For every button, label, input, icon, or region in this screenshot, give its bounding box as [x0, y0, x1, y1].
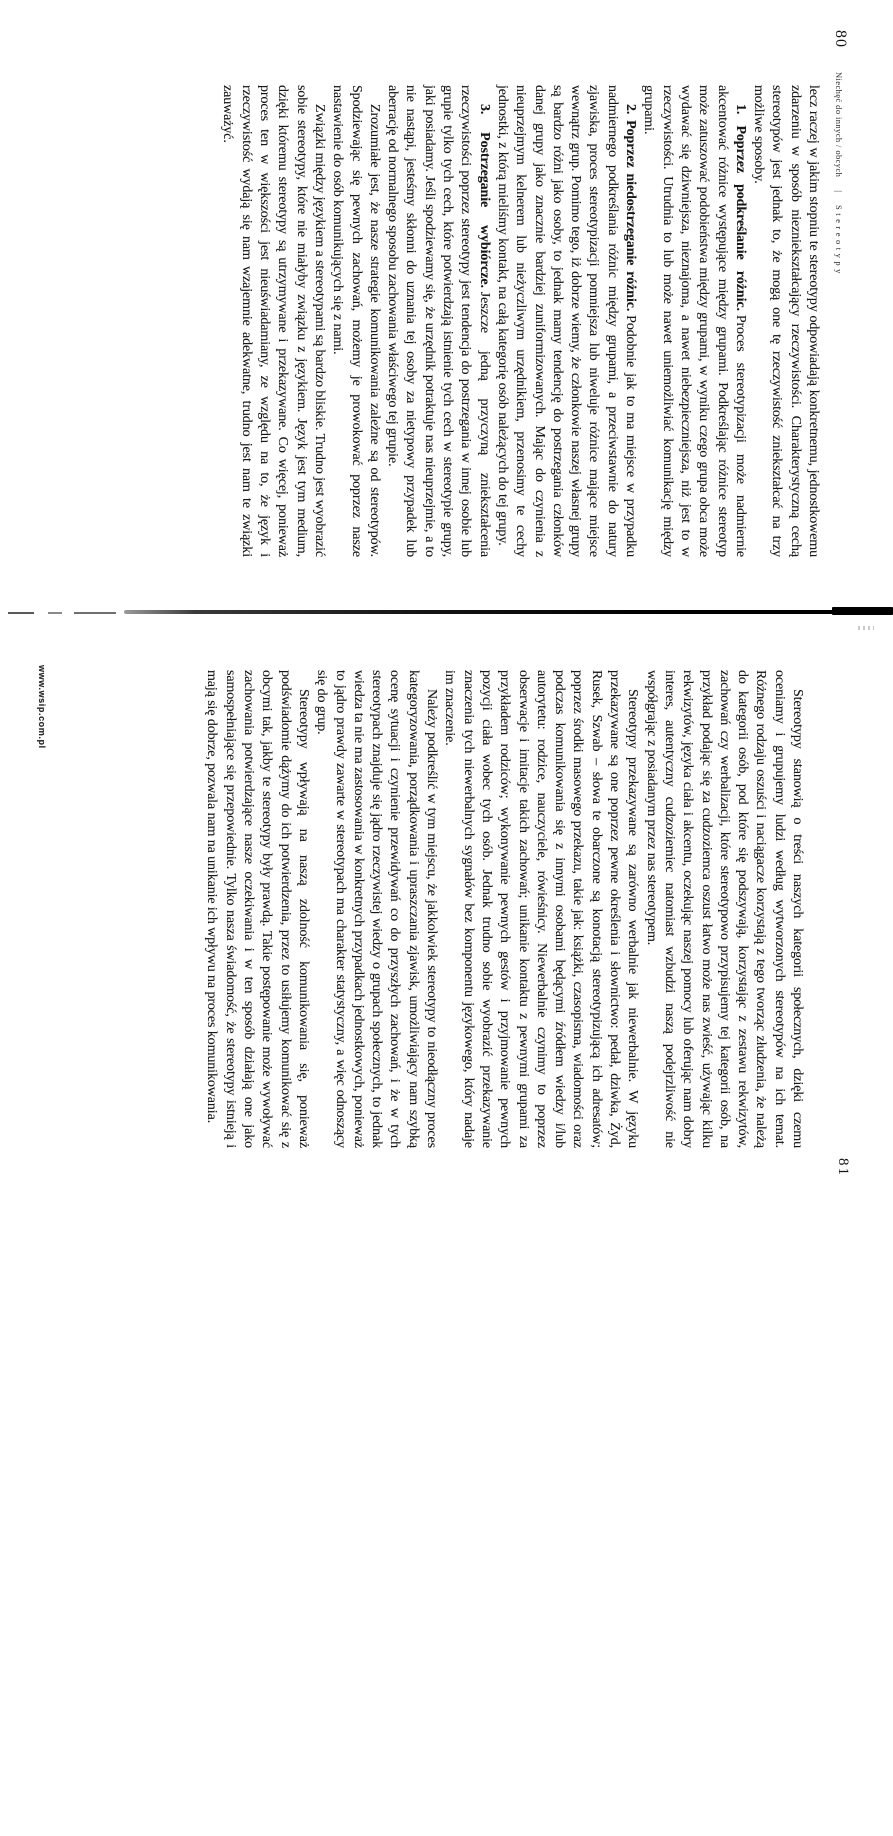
page-80-text-block	[50, 85, 822, 557]
paragraph-text: lecz raczej w jakim stopniu te stereotypy odpowiadają konkretnemu, jednostkowemu zdarzeniu w sposób niezniekształcający rzeczywistości. Charakterystyczną cechą stereotypów jest jednak to, że mogą one tę rzeczywistość zniekształcać na trzy możliwe sposoby.	[751, 85, 821, 557]
page-number-81: 81	[835, 1158, 851, 1177]
paragraph-lead: 3. Postrzeganie wybiórcze.	[476, 104, 492, 288]
paragraph	[383, 85, 493, 557]
paragraph	[639, 85, 749, 557]
paragraph	[328, 85, 383, 557]
running-header-chapter: Stereotypy	[834, 205, 844, 277]
running-header-separator: |	[834, 190, 844, 192]
paragraph	[440, 670, 641, 1148]
paragraph-lead: 1. Poprzez podkreślanie różnic.	[732, 104, 748, 311]
paragraph-text: Należy podkreślić w tym miejscu, że jakkolwiek stereotypy to nieodłączny proces kategoryzowania, porządkowania i upraszczania zjawisk, umożliwiający nam szybką ocenę sytuacji i czynienie przewidywań co do przyszłych zachowań, i że w tych stereotypach znajduje się jądro rzeczywistej wiedzy o grupach społecznych, to jednak wiedza ta nie ma zastosowania w konkretnych przypadkach jednostkowych, ponieważ to jądro prawdy zawarte w stereotypach ma charakter statystyczny, a więc odnoszący się do grup.	[314, 670, 440, 1148]
running-header-section: Niechęć do innych / obcych	[834, 72, 844, 178]
scan-smudge	[858, 626, 874, 630]
paragraph-text: Stereotypy przekazywane są zarówno werbalnie jak niewerbalnie. W języku przekazywane są one poprzez pewne określenia i słownictwo: pedał, dziwka, Żyd, Rusek, Szwab – słowa te obarczone są konotacją stereotypizującą ich adresatów; poprzez środki masowego przekazu, takie jak: książki, czasopisma, wiadomości oraz podczas komunikowania się z innymi osobami będącymi źródłem wiedzy i/lub autorytetu: rodzice, nauczyciele, rówieśnicy. Niewerbalnie czynimy to poprzez obserwacje i imitacje takich zachowań; unikanie kontaktu z pewnymi grupami za przykładem rodziców; wykonywanie pewnych gestów i przyjmowanie pewnych pozycji ciała wobec tych osób. Jednak trudno sobie wyobrazić przekazywanie znaczenia tych niewerbalnych sygnałów bez komponentu językowego, który nadaje im znaczenie.	[442, 670, 641, 1148]
page-81-text-block	[70, 670, 806, 1148]
paragraph-text: Zrozumiałe jest, że nasze strategie komunikowania zależne są od stereotypów. Spodziewając się pewnych zachowań, możemy je prowokować poprzez nasze nastawienie do osób komunikujących się z nami.	[330, 85, 382, 557]
page-divider-dash	[74, 612, 116, 614]
paragraph-text: Stereotypy stanowią o treści naszych kategorii społecznych, dzięki czemu oceniamy i grupujemy ludzi według wytworzonych stereotypów na ich temat. Różnego rodzaju oszuści i naciągacze korzystają z tego tworząc złudzenia, że należą do kategorii osób, pod które się podszywają, korzystając z zestawu rekwizytów, zachowań czy werbalizacji, które stereotypowo przypisujemy tej kategorii osób, na przykład podając się za cudzoziemca oszust łatwo może nas zwieść, używając kilku rekwizytów, języka ciała i akcentu, oczekując naszej pomocy lub oferując nam dobry interes, autentyczny cudzoziemiec natomiast wzbudzi naszą podejrzliwość nie współgrając z posiadanym przez nas stereotypem.	[643, 670, 805, 1148]
paragraph	[641, 670, 806, 1148]
publisher-watermark: www.wsip.com.pl	[37, 665, 47, 749]
page-80-running-header	[825, 30, 849, 330]
paragraph-text: Podobnie jak to ma miejsce w przypadku nadmiernego podkreślania różnic między grupami, a przeciwstawnie do natury zjawiska, proces stereotypizacji pomniejsza lub niweluje różnice mające miejsce wewnątrz grup. Pomimo tego, iż dobrze wiemy, że członkowie naszej własnej grupy są bardzo różni jako osoby, to jednak mamy tendencję do postrzegania członków danej grupy jako znacznie bardziej zuniformizowanych. Mając do czynienia z nieuprzejmym kelnerem lub nieżyczliwym urzędnikiem, przenosimy te cechy jednostki, z którą mieliśmy kontakt, na całą kategorię osób należących do tej grupy.	[494, 85, 639, 557]
paragraph	[312, 670, 440, 1148]
paragraph-text: Proces stereotypizacji może nadmiernie akcentować różnice występujące między grupami. Podkreślając różnice stereotyp może zatuszować podobieństwa między grupami, w wyniku czego grupa obca może wydawać się dziwniejsza, nieznajoma, a nawet niebezpieczniejsza, niż jest to w rzeczywistości. Utrudnia to lub może nawet uniemożliwiać komunikację między grupami.	[641, 85, 748, 557]
paragraph	[749, 85, 822, 557]
paragraph	[218, 85, 328, 557]
paragraph	[202, 670, 312, 1148]
page-number-80: 80	[832, 30, 849, 48]
page-divider-line	[124, 610, 836, 614]
paragraph-text: Jeszcze jedną przyczyną zniekształcenia rzeczywistości poprzez stereotypy jest tendencja do postrzegania w innej osobie lub grupie tylko tych cech, które potwierdzają istnienie tych cech w stereotypie grupy, jaki posiadamy. Jeśli spodziewamy się, że urzędnik potraktuje nas nieuprzejmie, a to nie nastąpi, jesteśmy skłonni do uznania tej osoby za nietypowy przypadek lub aberrację od normalnego sposobu zachowania właściwego tej grupie.	[385, 85, 492, 558]
page-divider-dash	[8, 612, 34, 614]
paragraph	[493, 85, 639, 557]
page-divider-dash	[48, 612, 62, 614]
paragraph-text: Stereotypy wpływają na naszą zdolność komunikowania się, ponieważ podświadomie dążymy do ich potwierdzenia, przez to usiłujemy komunikować się z obcymi tak, jakby te stereotypy były prawdą. Takie postępowanie może wywoływać zachowania potwierdzające nasze oczekiwania i w ten sposób działają one jako samospełniające się przepowiednie. Tylko nasza świadomość, że stereotypy istnieją i mają się dobrze, pozwala nam na unikanie ich wpływu na proces komunikowania.	[204, 670, 311, 1148]
paragraph-text: Związki między językiem a stereotypami są bardzo bliskie. Trudno jest wyobrazić sobie stereotypy, które nie miałyby związku z językiem. Język jest tym medium, dzięki któremu stereotypy są utrzymywane i przekazywane. Co więcej, ponieważ proces ten w większości jest nieuświadamiany, ze względu na to, że język i rzeczywistość wydają się nam wzajemnie adekwatne, trudno jest nam te związki zauważyć.	[220, 85, 327, 557]
paragraph-lead: 2. Poprzez niedostrzeganie różnic.	[623, 104, 639, 312]
page-divider-end	[832, 607, 893, 615]
